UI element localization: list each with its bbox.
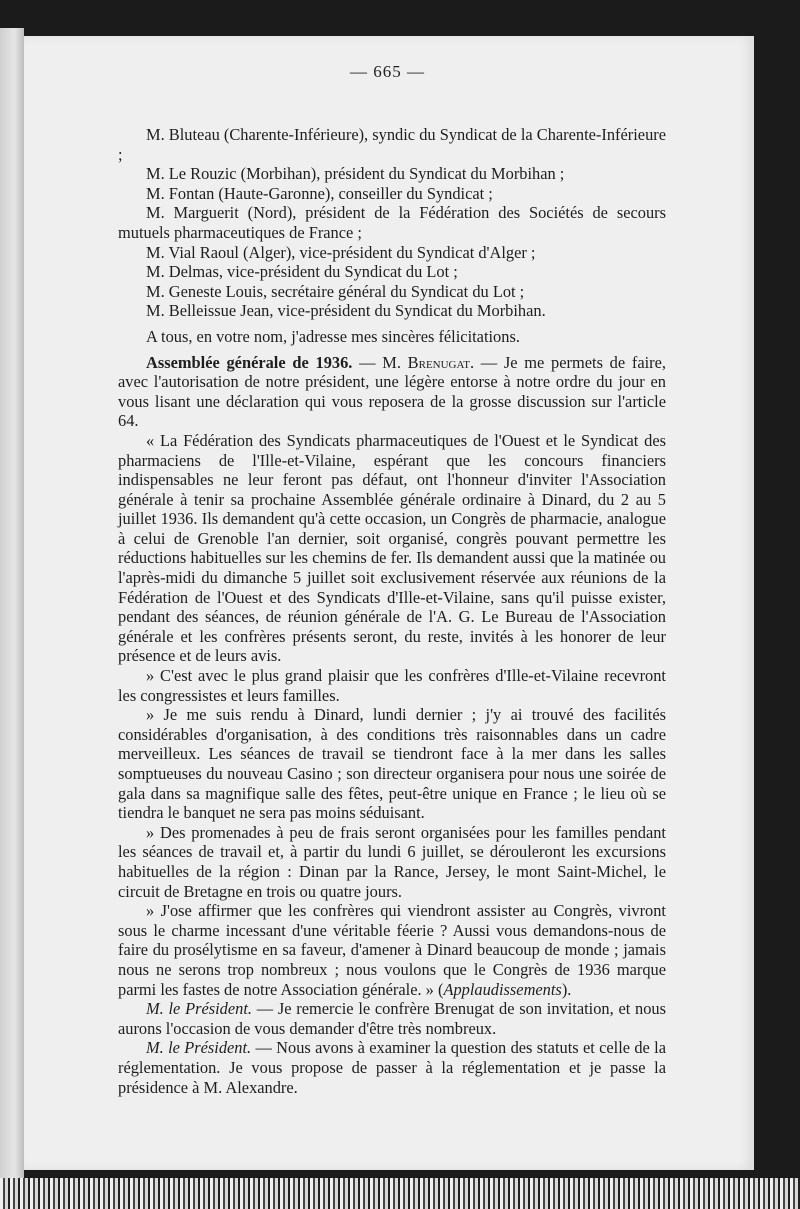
final-quote-end: ).: [561, 979, 572, 999]
assembly-text: Je me permets de faire, avec l'autorisation de notre président, une légère entorse à notre ordre du jour en vous lisant une déclaration qui vous reposera de la grosse discussion sur l'article 64.: [118, 352, 667, 431]
speaker-separator: . —: [469, 352, 504, 372]
declaration-paragraph: » Je me suis rendu à Dinard, lundi dernier ; j'y ai trouvé des facilités considérables d'organisation, à des conditions très raisonnables dans un cadre merveilleux. Les séances de travail se tiendront face à la mer dans les salles somptueuses du nouveau Casino ; son directeur organisera pour nous une soirée de gala dans sa magnifique salle des fêtes, peut-être unique en France ; le lieu où se tiendra le banquet ne sera pas moins séduisant.: [118, 705, 666, 823]
assembly-paragraph: [118, 353, 666, 431]
heading-separator: — M.: [352, 352, 408, 372]
facing-page-edge: [0, 28, 24, 1178]
president-text: — Nous avons à examiner la question des statuts et celle de la réglementation. Je vous propose de passer à la réglementation et je passe la présidence à M. Alexandre.: [118, 1038, 666, 1097]
attendee-line: M. Geneste Louis, secrétaire général du Syndicat du Lot ;: [146, 281, 525, 301]
attendee-line: M. Delmas, vice-président du Syndicat du Lot ;: [146, 262, 458, 282]
attendee-line: M. Bluteau (Charente-Inférieure), syndic du Syndicat de la Charente-Inférieure ;: [118, 125, 666, 164]
president-label: M. le Président.: [146, 999, 252, 1019]
president-label: M. le Président.: [146, 1038, 252, 1058]
attendee-line: M. Fontan (Haute-Garonne), conseiller du Syndicat ;: [146, 183, 493, 203]
page-number: — 665 —: [350, 62, 425, 81]
speaker-name: Brenugat: [407, 352, 470, 372]
attendee-line: M. Belleissue Jean, vice-président du Syndicat du Morbihan.: [146, 301, 546, 321]
congratulation-line: A tous, en votre nom, j'adresse mes sincères félicitations.: [146, 326, 520, 346]
president-paragraph: [118, 1038, 666, 1097]
declaration-paragraph: « La Fédération des Syndicats pharmaceutiques de l'Ouest et le Syndicat des pharmaciens de l'Ille-et-Vilaine, espérant que les concours financiers indispensables ne leur feront pas défaut, ont l'honneur d'inviter l'Association générale à tenir sa prochaine Assemblée générale ordinaire à Dinard, du 2 au 5 juillet 1936. Ils demandent qu'à cette occasion, un Congrès de pharmacie, analogue à celui de Grenoble l'an dernier, soit organisé, congrès pouvant permettre les réductions habituelles sur les chemins de fer. Ils demandent aussi que la matinée ou l'après-midi du dimanche 5 juillet soit exclusivement réservée aux réunions de la Fédération de l'Ouest et des Syndicats d'Ille-et-Vilaine, sans qu'il puisse exister, pendant des séances, de réunion générale de l'A. G. Le Bureau de l'Association générale et les confrères présents seront, du reste, invités à les honorer de leur présence et de leurs avis.: [118, 430, 666, 666]
president-paragraph: [118, 999, 666, 1038]
applause-note: Applaudissements: [443, 979, 562, 999]
body-text: [118, 125, 666, 1097]
final-quote-text: » J'ose affirmer que les confrères qui viendront assister au Congrès, vivront sous le charme incessant d'une véritable féerie ? Aussi vous demandons-nous de faire du prosélytisme en sa faveur, d'amener à Dinard beaucoup de monde ; jamais nous ne serons trop nombreux ; nous voulons que le Congrès de 1936 marque parmi les fastes de notre Association générale. » (: [118, 901, 666, 999]
section-heading: Assemblée générale de 1936.: [146, 352, 353, 372]
declaration-paragraph: » Des promenades à peu de frais seront organisées pour les familles pendant les séances de travail et, à partir du lundi 6 juillet, se dérouleront les excursions habituelles de la région : Dinan par la Rance, Jersey, le mont Saint-Michel, le circuit de Bretagne en trois ou quatre jours.: [118, 822, 666, 901]
final-quote-paragraph: [118, 901, 666, 999]
declaration-paragraph: » C'est avec le plus grand plaisir que les confrères d'Ille-et-Vilaine recevront les congressistes et leurs familles.: [118, 666, 666, 705]
attendee-line: M. Vial Raoul (Alger), vice-président du Syndicat d'Alger ;: [146, 242, 536, 262]
attendee-line: M. Marguerit (Nord), président de la Fédération des Sociétés de secours mutuels pharmaceutiques de France ;: [118, 203, 666, 242]
president-text: — Je remercie le confrère Brenugat de son invitation, et nous aurons l'occasion de vous demander d'être très nombreux.: [118, 999, 666, 1038]
attendee-line: M. Le Rouzic (Morbihan), président du Syndicat du Morbihan ;: [146, 164, 565, 184]
page-edges-strip: [0, 1178, 800, 1209]
